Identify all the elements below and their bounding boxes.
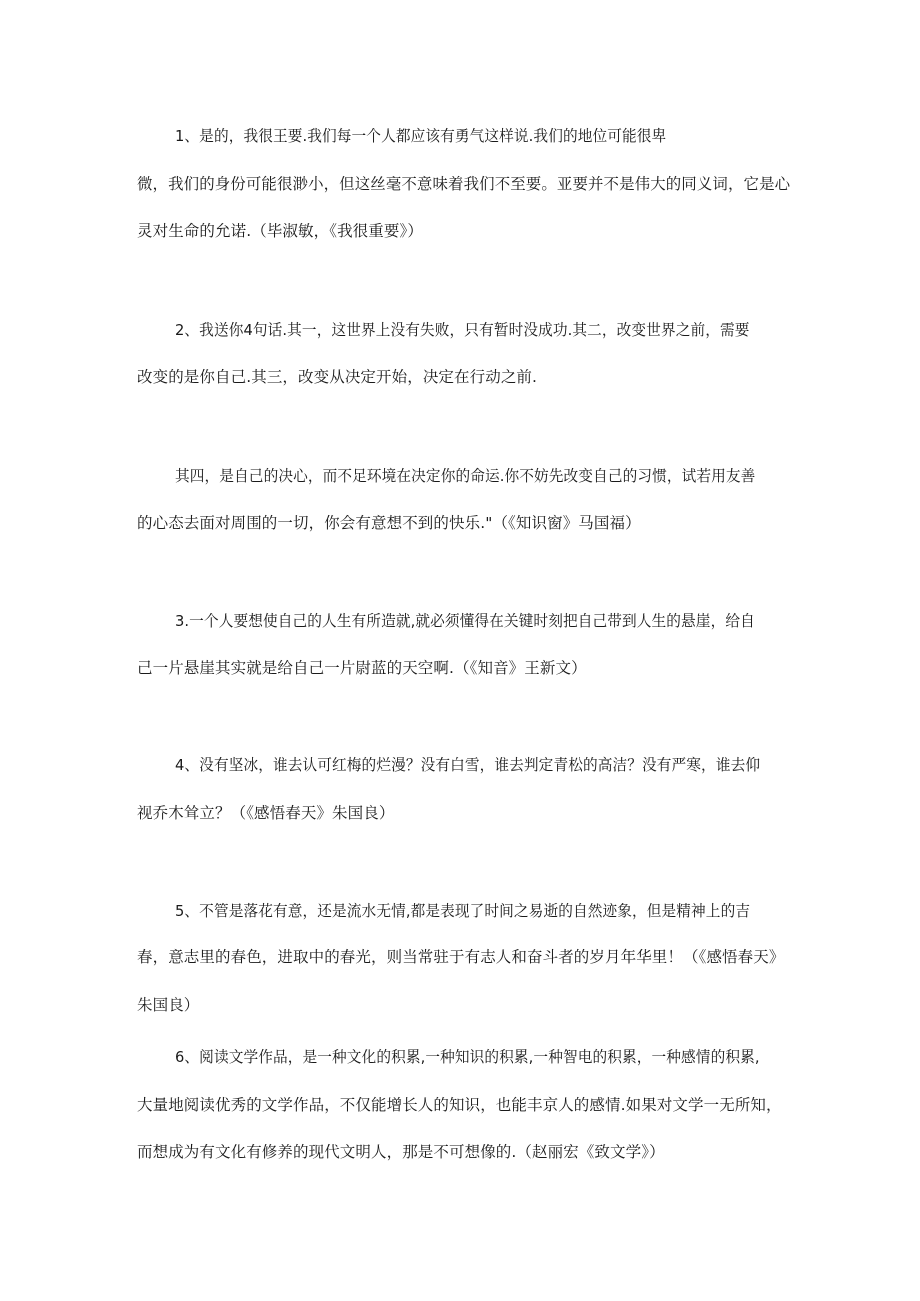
paragraph-1-line-2: 微，我们的身份可能很渺小，但这丝毫不意味着我们不至要。亚要并不是伟大的同义词，它是心	[137, 175, 791, 193]
paragraph-6-line-2: 春，意志里的春色，进取中的春光，则当常驻于有志人和奋斗者的岁月年华里！（《感悟春天》	[137, 948, 785, 966]
paragraph-4-line-2: 己一片悬崖其实就是给自己一片尉蓝的天空啊.（《知音》王新文）	[137, 659, 587, 677]
paragraph-7-line-3: 而想成为有文化有修养的现代文明人，那是不可想像的.（赵丽宏《致文学》）	[137, 1143, 665, 1161]
paragraph-6-line-3: 朱国良）	[137, 996, 200, 1014]
paragraph-1-line-1: 1、是的，我很王要.我们每一个人都应该有勇气这样说.我们的地位可能很卑	[175, 127, 667, 145]
paragraph-7-line-1: 6、阅读文学作品，是一种文化的积累,一种知识的积累,一种智电的积累，一种感情的积累,	[175, 1048, 760, 1066]
paragraph-1-line-3: 灵对生命的允诺.（毕淑敏，《我很重要》）	[137, 222, 423, 240]
paragraph-5-line-2: 视乔木耸立？（《感悟春天》朱国良）	[137, 804, 395, 822]
paragraph-6-line-1: 5、不管是落花有意，还是流水无情,都是表现了时间之易逝的自然迹象，但是精神上的吉	[175, 902, 751, 920]
paragraph-4-line-1: 3.一个人要想使自己的人生有所造就,就必须懂得在关键时刻把自己带到人生的悬崖，给自	[175, 612, 755, 630]
paragraph-3-line-1: 其四，是自己的决心，而不足环境在决定你的命运.你不妨先改变自己的习惯，试若用友善	[175, 467, 756, 485]
paragraph-3-line-2: 的心态去面对周围的一切，你会有意想不到的快乐."（《知识窗》马国福）	[137, 514, 641, 532]
paragraph-2-line-2: 改变的是你自己.其三，改变从决定开始，决定在行动之前.	[137, 368, 538, 386]
paragraph-2-line-1: 2、我送你4句话.其一，这世界上没有失败，只有暂时没成功.其二，改变世界之前，需要	[175, 321, 750, 339]
paragraph-5-line-1: 4、没有坚冰，谁去认可红梅的烂漫？没有白雪，谁去判定青松的高洁？没有严寒，谁去仰	[175, 756, 761, 774]
paragraph-7-line-2: 大量地阅读优秀的文学作品，不仅能增长人的知识，也能丰京人的感情.如果对文学一无所知，	[137, 1096, 782, 1114]
